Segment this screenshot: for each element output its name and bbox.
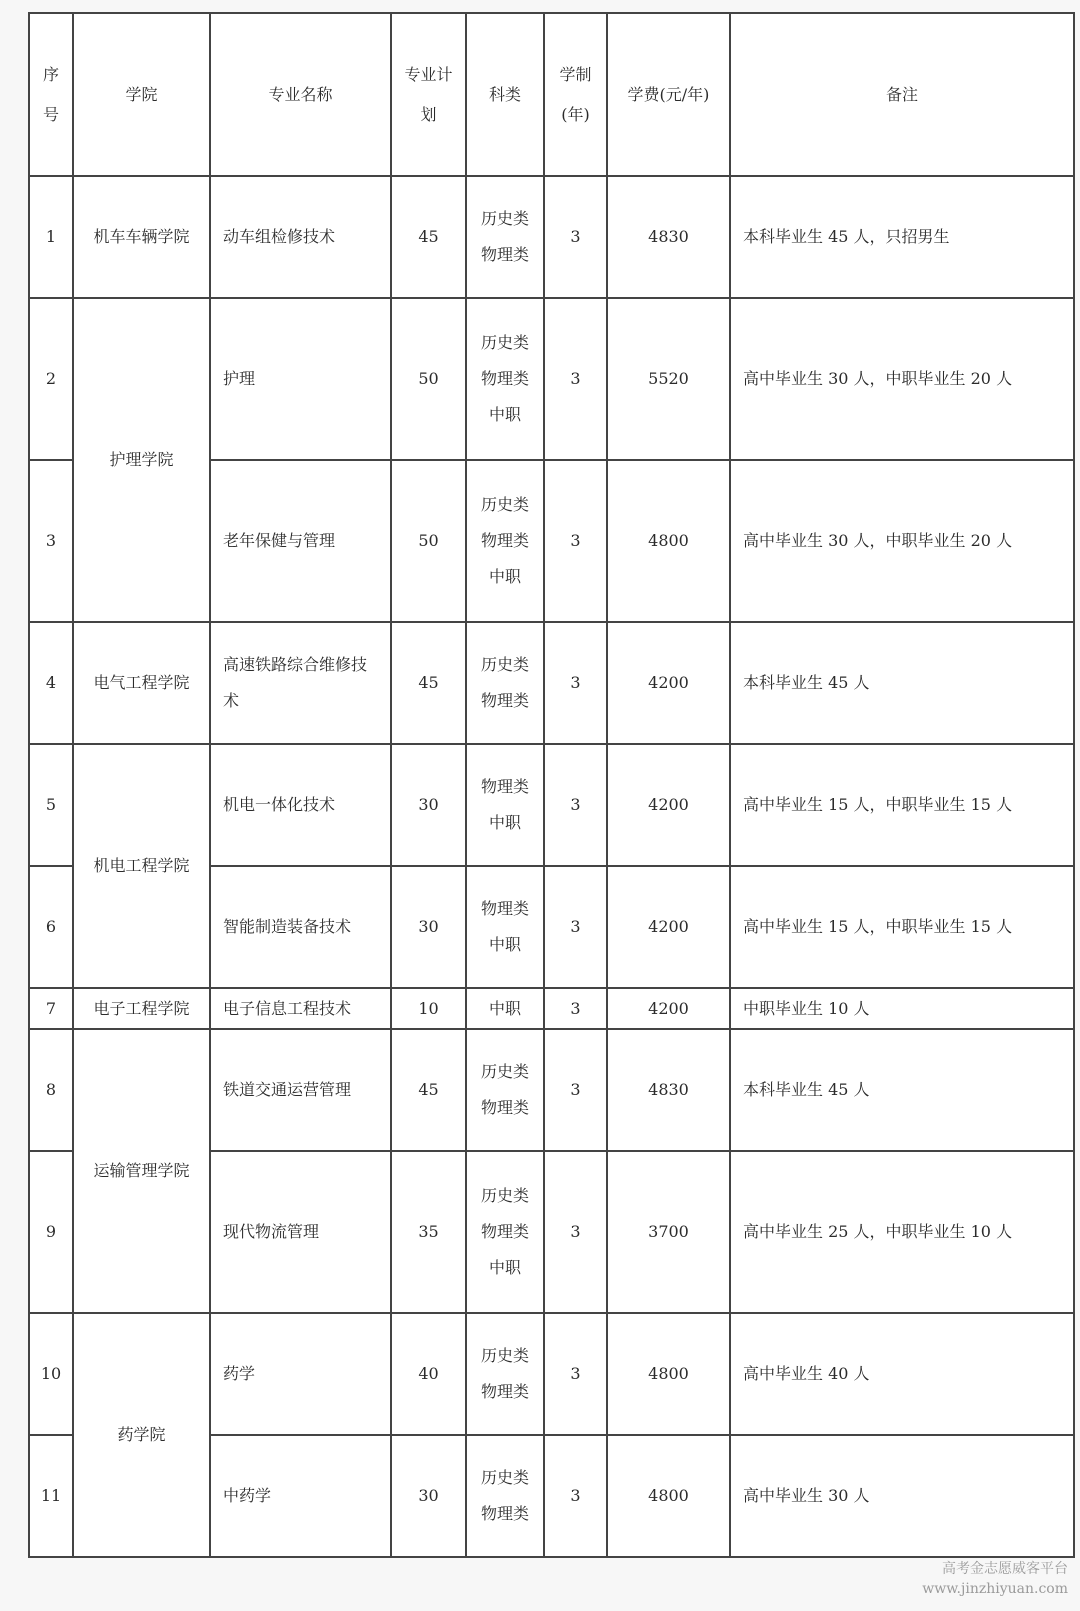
watermark [922,1559,1068,1599]
header-college: 学院 [73,13,210,176]
cell-plan: 10 [391,988,466,1029]
table-row [29,1029,1074,1151]
admissions-plan-table [28,12,1075,1558]
cell-plan: 50 [391,460,466,622]
cell-notes: 高中毕业生 30 人 [730,1435,1074,1557]
cell-college: 护理学院 [73,298,210,622]
cell-index: 10 [29,1313,73,1435]
cell-tuition: 4830 [607,176,730,298]
header-index: 序 号 [29,13,73,176]
cell-plan: 35 [391,1151,466,1313]
header-tuition: 学费(元/年) [607,13,730,176]
cell-tuition: 4830 [607,1029,730,1151]
cell-major: 中药学 [210,1435,391,1557]
cell-category: 历史类 物理类 [466,1435,544,1557]
cell-college: 运输管理学院 [73,1029,210,1313]
watermark-title: 高考金志愿威客平台 [942,1561,1068,1577]
cell-major: 动车组检修技术 [210,176,391,298]
cell-college: 机车车辆学院 [73,176,210,298]
cell-duration: 3 [544,622,607,744]
cell-category: 物理类 中职 [466,744,544,866]
cell-tuition: 5520 [607,298,730,460]
cell-plan: 50 [391,298,466,460]
cell-notes: 高中毕业生 40 人 [730,1313,1074,1435]
cell-notes: 中职毕业生 10 人 [730,988,1074,1029]
cell-notes: 高中毕业生 30 人，中职毕业生 20 人 [730,460,1074,622]
table-row [29,744,1074,866]
cell-notes: 高中毕业生 15 人，中职毕业生 15 人 [730,744,1074,866]
cell-duration: 3 [544,988,607,1029]
cell-major: 药学 [210,1313,391,1435]
cell-index: 6 [29,866,73,988]
cell-notes: 本科毕业生 45 人 [730,1029,1074,1151]
cell-plan: 45 [391,176,466,298]
cell-plan: 40 [391,1313,466,1435]
cell-category: 中职 [466,988,544,1029]
cell-category: 历史类 物理类 [466,1029,544,1151]
cell-index: 2 [29,298,73,460]
cell-major: 铁道交通运营管理 [210,1029,391,1151]
cell-major: 护理 [210,298,391,460]
cell-duration: 3 [544,1435,607,1557]
table-row [29,298,1074,460]
cell-category: 历史类 物理类 [466,176,544,298]
cell-category: 历史类 物理类 中职 [466,460,544,622]
cell-index: 8 [29,1029,73,1151]
table-row [29,1313,1074,1435]
cell-college: 电气工程学院 [73,622,210,744]
table-row [29,622,1074,744]
header-category: 科类 [466,13,544,176]
cell-index: 5 [29,744,73,866]
cell-duration: 3 [544,1151,607,1313]
cell-tuition: 4200 [607,744,730,866]
cell-duration: 3 [544,298,607,460]
cell-tuition: 4800 [607,460,730,622]
cell-index: 7 [29,988,73,1029]
cell-major: 老年保健与管理 [210,460,391,622]
cell-index: 9 [29,1151,73,1313]
cell-index: 11 [29,1435,73,1557]
cell-notes: 高中毕业生 15 人，中职毕业生 15 人 [730,866,1074,988]
header-row [29,13,1074,176]
cell-index: 3 [29,460,73,622]
cell-index: 1 [29,176,73,298]
cell-major: 高速铁路综合维修技术 [210,622,391,744]
cell-major: 现代物流管理 [210,1151,391,1313]
cell-category: 历史类 物理类 [466,1313,544,1435]
cell-tuition: 3700 [607,1151,730,1313]
cell-plan: 45 [391,622,466,744]
watermark-url: www.jinzhiyuan.com [922,1581,1068,1597]
cell-plan: 45 [391,1029,466,1151]
header-major: 专业名称 [210,13,391,176]
cell-duration: 3 [544,1313,607,1435]
cell-notes: 高中毕业生 25 人，中职毕业生 10 人 [730,1151,1074,1313]
cell-tuition: 4200 [607,622,730,744]
cell-category: 历史类 物理类 中职 [466,1151,544,1313]
cell-tuition: 4200 [607,866,730,988]
cell-duration: 3 [544,866,607,988]
cell-category: 历史类 物理类 [466,622,544,744]
cell-major: 电子信息工程技术 [210,988,391,1029]
cell-major: 机电一体化技术 [210,744,391,866]
cell-tuition: 4200 [607,988,730,1029]
table-row [29,988,1074,1029]
cell-category: 物理类 中职 [466,866,544,988]
cell-college: 药学院 [73,1313,210,1557]
header-duration: 学制 (年) [544,13,607,176]
cell-tuition: 4800 [607,1313,730,1435]
cell-notes: 高中毕业生 30 人，中职毕业生 20 人 [730,298,1074,460]
header-notes: 备注 [730,13,1074,176]
cell-index: 4 [29,622,73,744]
cell-college: 电子工程学院 [73,988,210,1029]
header-plan: 专业计 划 [391,13,466,176]
cell-major: 智能制造装备技术 [210,866,391,988]
cell-notes: 本科毕业生 45 人，只招男生 [730,176,1074,298]
cell-duration: 3 [544,744,607,866]
cell-college: 机电工程学院 [73,744,210,988]
cell-duration: 3 [544,1029,607,1151]
cell-plan: 30 [391,866,466,988]
cell-plan: 30 [391,1435,466,1557]
cell-tuition: 4800 [607,1435,730,1557]
cell-duration: 3 [544,460,607,622]
cell-notes: 本科毕业生 45 人 [730,622,1074,744]
table-row [29,176,1074,298]
cell-duration: 3 [544,176,607,298]
cell-plan: 30 [391,744,466,866]
cell-category: 历史类 物理类 中职 [466,298,544,460]
